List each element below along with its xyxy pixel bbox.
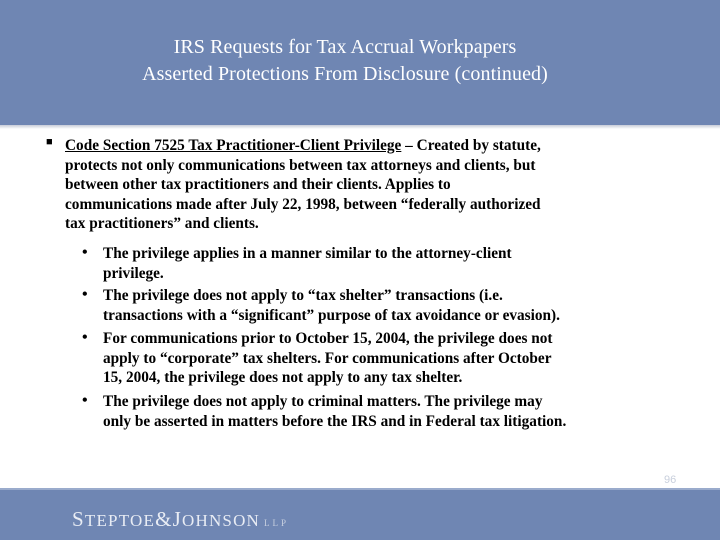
sub-line: transactions with a “significant” purpose of tax avoidance or evasion). [103, 306, 560, 324]
main-line: tax practitioners” and clients. [65, 215, 259, 232]
firm-logo [72, 507, 289, 532]
sub-line: only be asserted in matters before the IRS and in Federal tax litigation. [103, 412, 567, 430]
logo-ampersand: & [155, 507, 173, 531]
round-bullet-icon: • [82, 329, 88, 346]
sub-bullet-item [103, 286, 718, 325]
page-number: 96 [664, 474, 677, 486]
main-line-rest: – Created by statute, [401, 137, 541, 154]
main-line [65, 136, 705, 156]
slide-footer [0, 488, 720, 540]
round-bullet-icon: • [82, 286, 88, 303]
logo-llp: LLP [264, 518, 290, 528]
section-heading: Code Section 7525 Tax Practitioner-Client Privilege [65, 137, 402, 154]
logo-letter-j: J [172, 507, 182, 531]
round-bullet-icon: • [82, 392, 88, 409]
sub-line: The privilege applies in a manner similar to the attorney-client [103, 245, 512, 262]
title-line-2: Asserted Protections From Disclosure (continued) [142, 63, 548, 85]
title-line-1: IRS Requests for Tax Accrual Workpapers [173, 36, 517, 58]
main-line: protects not only communications between tax attorneys and clients, but [65, 156, 536, 174]
sub-line: The privilege does not apply to “tax shelter” transactions (i.e. [103, 287, 503, 304]
square-bullet-icon: ■ [46, 136, 53, 148]
sub-bullet-item [103, 244, 718, 283]
round-bullet-icon: • [82, 244, 88, 261]
sub-bullet-item [103, 329, 718, 388]
sub-line: The privilege does not apply to criminal matters. The privilege may [103, 393, 543, 410]
sub-line: 15, 2004, the privilege does not apply to any tax shelter. [103, 369, 463, 386]
main-paragraph [65, 136, 705, 234]
footer-divider [0, 488, 720, 490]
sub-line: For communications prior to October 15, 2004, the privilege does not [103, 330, 553, 347]
logo-text-teptoe: TEPTOE [84, 511, 156, 530]
logo-text-ohnson: OHNSON [181, 511, 261, 530]
sub-line: privilege. [103, 264, 164, 282]
main-line: communications made after July 22, 1998, between “federally authorized [65, 195, 541, 213]
logo-letter-s: S [72, 507, 85, 531]
sub-bullet-item [103, 392, 718, 431]
main-line: between other tax practitioners and their clients. Applies to [65, 176, 451, 193]
sub-line: apply to “corporate” tax shelters. For communications after October [103, 349, 552, 367]
